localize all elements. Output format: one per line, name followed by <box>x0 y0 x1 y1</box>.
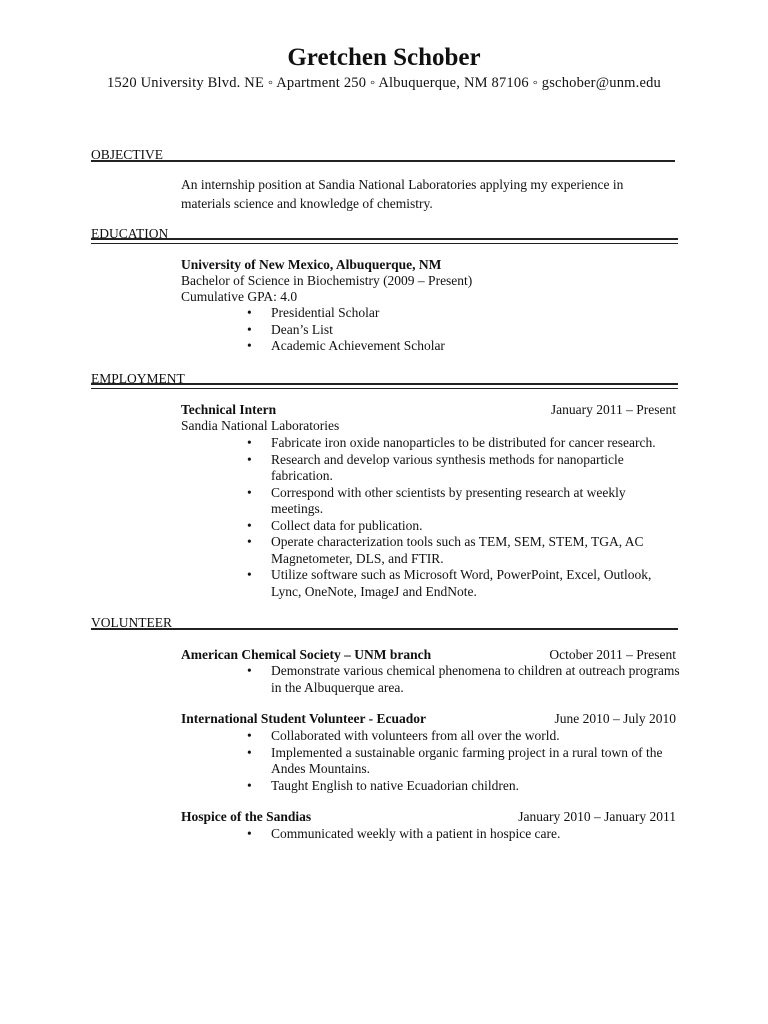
list-item: • Research and develop various synthesis methods for nanoparticle fabrication. <box>181 452 681 485</box>
list-item: • Collaborated with volunteers from all over the world. <box>181 728 681 745</box>
education-school: University of New Mexico, Albuquerque, NM <box>181 257 442 272</box>
employment-heading: EMPLOYMENT <box>91 371 185 386</box>
education-gpa: Cumulative GPA: 4.0 <box>181 289 298 304</box>
list-item: • Taught English to native Ecuadorian children. <box>181 778 681 795</box>
objective-rule <box>91 160 675 162</box>
list-item: • Demonstrate various chemical phenomena to children at outreach programs in the Albuquerque area. <box>181 663 681 696</box>
job-org: Sandia National Laboratories <box>181 418 340 433</box>
education-heading: EDUCATION <box>91 226 169 241</box>
volunteer-dates-hospice: January 2010 – January 2011 <box>518 809 676 824</box>
volunteer-hospice-list <box>181 826 681 843</box>
list-item: • Operate characterization tools such as TEM, SEM, STEM, TGA, AC Magnetometer, DLS, and FTIR. <box>181 534 681 567</box>
list-item: • Communicated weekly with a patient in hospice care. <box>181 826 681 843</box>
job-duties-list <box>181 435 681 600</box>
candidate-name: Gretchen Schober <box>287 44 481 71</box>
list-item: • Correspond with other scientists by presenting research at weekly meetings. <box>181 485 681 518</box>
volunteer-acs-list <box>181 663 681 696</box>
employment-rule <box>91 383 678 389</box>
job-role: Technical Intern <box>181 402 277 417</box>
volunteer-isv-list <box>181 728 681 794</box>
objective-line-1: An internship position at Sandia National Laboratories applying my experience in <box>181 177 624 192</box>
education-rule <box>91 238 678 244</box>
list-item: • Fabricate iron oxide nanoparticles to be distributed for cancer research. <box>181 435 681 452</box>
volunteer-heading: VOLUNTEER <box>91 615 172 630</box>
volunteer-org-acs: American Chemical Society – UNM branch <box>181 647 432 662</box>
list-item: • Implemented a sustainable organic farming project in a rural town of the Andes Mountains. <box>181 745 681 778</box>
education-degree: Bachelor of Science in Biochemistry (2009 – Present) <box>181 273 473 288</box>
volunteer-rule <box>91 628 678 630</box>
job-dates: January 2011 – Present <box>550 402 676 417</box>
list-item: • Presidential Scholar <box>181 305 681 322</box>
list-item: • Collect data for publication. <box>181 518 681 535</box>
list-item: • Dean’s List <box>181 322 681 339</box>
education-honors-list <box>181 305 681 355</box>
contact-line: 1520 University Blvd. NE ◦ Apartment 250 ◦ Albuquerque, NM 87106 ◦ gschober@unm.edu <box>106 75 662 91</box>
volunteer-dates-isv: June 2010 – July 2010 <box>554 711 676 726</box>
objective-heading: OBJECTIVE <box>91 147 163 162</box>
list-item: • Academic Achievement Scholar <box>181 338 681 355</box>
volunteer-dates-acs: October 2011 – Present <box>549 647 676 662</box>
volunteer-org-hospice: Hospice of the Sandias <box>181 809 312 824</box>
volunteer-org-isv: International Student Volunteer - Ecuador <box>181 711 427 726</box>
objective-line-2: materials science and knowledge of chemistry. <box>181 196 433 211</box>
list-item: • Utilize software such as Microsoft Word, PowerPoint, Excel, Outlook, Lync, OneNote, ImageJ and EndNote. <box>181 567 681 600</box>
